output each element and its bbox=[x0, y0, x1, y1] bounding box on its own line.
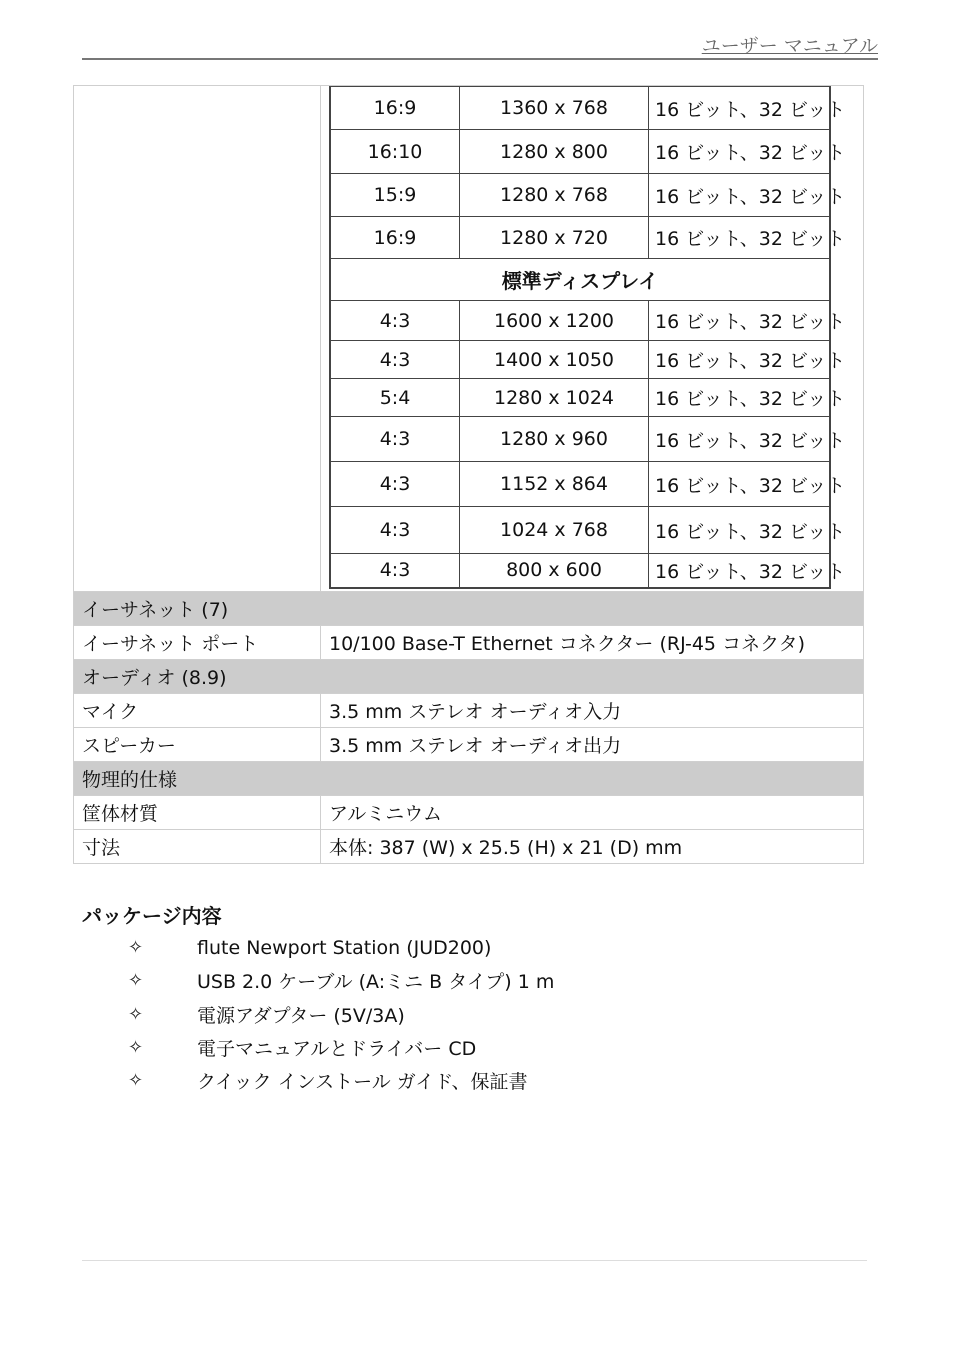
list-item-text: クイック インストール ガイド、保証書 bbox=[197, 1071, 528, 1094]
ethernet-section-heading: イーサネット (7) bbox=[74, 592, 864, 626]
ethernet-port-label: イーサネット ポート bbox=[74, 626, 321, 660]
display-modes-label-cell bbox=[74, 86, 321, 592]
bullet-icon: ✧ bbox=[128, 1037, 144, 1059]
bullet-icon: ✧ bbox=[128, 937, 144, 959]
color-depth: 16 ビット、32 ビット bbox=[649, 507, 831, 554]
list-item-text: USB 2.0 ケーブル (A:ミニ B タイプ) 1 m bbox=[197, 971, 555, 994]
resolution-row bbox=[330, 87, 830, 130]
color-depth: 16 ビット、32 ビット bbox=[649, 174, 831, 217]
resolution-row bbox=[330, 301, 830, 341]
resolution: 1280 x 800 bbox=[460, 130, 649, 174]
resolution: 1152 x 864 bbox=[460, 462, 649, 507]
ethernet-port-value: 10/100 Base-T Ethernet コネクター (RJ-45 コネクタ) bbox=[321, 626, 864, 660]
dimensions-value: 本体: 387 (W) x 25.5 (H) x 21 (D) mm bbox=[321, 830, 864, 864]
aspect-ratio: 4:3 bbox=[330, 554, 460, 588]
package-contents-title: パッケージ内容 bbox=[82, 904, 222, 928]
material-label: 筐体材質 bbox=[74, 796, 321, 830]
mic-label: マイク bbox=[74, 694, 321, 728]
resolution: 800 x 600 bbox=[460, 554, 649, 588]
resolution: 1400 x 1050 bbox=[460, 341, 649, 379]
dimensions-label: 寸法 bbox=[74, 830, 321, 864]
color-depth: 16 ビット、32 ビット bbox=[649, 379, 831, 417]
resolution-row bbox=[330, 554, 830, 588]
material-value: アルミニウム bbox=[321, 796, 864, 830]
resolution-row bbox=[330, 417, 830, 462]
resolution: 1280 x 768 bbox=[460, 174, 649, 217]
dimensions-row bbox=[74, 830, 864, 864]
color-depth: 16 ビット、32 ビット bbox=[649, 217, 831, 259]
resolution-row bbox=[330, 130, 830, 174]
ethernet-port-row bbox=[74, 626, 864, 660]
resolution-row bbox=[330, 507, 830, 554]
speaker-label: スピーカー bbox=[74, 728, 321, 762]
list-item bbox=[82, 1031, 862, 1064]
bullet-icon: ✧ bbox=[128, 1003, 144, 1025]
physical-section-heading: 物理的仕様 bbox=[74, 762, 864, 796]
speaker-row bbox=[74, 728, 864, 762]
standard-display-heading-row bbox=[330, 259, 830, 301]
aspect-ratio: 16:9 bbox=[330, 217, 460, 259]
color-depth: 16 ビット、32 ビット bbox=[649, 341, 831, 379]
resolution: 1280 x 720 bbox=[460, 217, 649, 259]
resolution: 1280 x 960 bbox=[460, 417, 649, 462]
resolution-row bbox=[330, 174, 830, 217]
resolution-row bbox=[330, 379, 830, 417]
color-depth: 16 ビット、32 ビット bbox=[649, 462, 831, 507]
resolution: 1360 x 768 bbox=[460, 87, 649, 130]
resolution-table bbox=[329, 86, 846, 589]
aspect-ratio: 4:3 bbox=[330, 507, 460, 554]
bullet-icon: ✧ bbox=[128, 970, 144, 992]
list-item bbox=[82, 931, 862, 964]
resolution: 1024 x 768 bbox=[460, 507, 649, 554]
aspect-ratio: 16:9 bbox=[330, 87, 460, 130]
aspect-ratio: 4:3 bbox=[330, 462, 460, 507]
list-item bbox=[82, 1064, 862, 1097]
display-modes-row bbox=[74, 86, 864, 592]
package-contents-list bbox=[82, 931, 862, 1097]
list-item-text: 電源アダプター (5V/3A) bbox=[197, 1004, 405, 1027]
display-modes-cell bbox=[321, 86, 864, 592]
list-item bbox=[82, 998, 862, 1031]
list-item-text: flute Newport Station (JUD200) bbox=[197, 936, 492, 959]
color-depth: 16 ビット、32 ビット bbox=[649, 554, 831, 588]
aspect-ratio: 4:3 bbox=[330, 417, 460, 462]
physical-section-row bbox=[74, 762, 864, 796]
mic-row bbox=[74, 694, 864, 728]
color-depth: 16 ビット、32 ビット bbox=[649, 130, 831, 174]
footer-divider bbox=[82, 1260, 867, 1261]
resolution: 1280 x 1024 bbox=[460, 379, 649, 417]
color-depth: 16 ビット、32 ビット bbox=[649, 87, 831, 130]
resolution-row bbox=[330, 341, 830, 379]
resolution-row bbox=[330, 217, 830, 259]
color-depth: 16 ビット、32 ビット bbox=[649, 301, 831, 341]
aspect-ratio: 4:3 bbox=[330, 301, 460, 341]
color-depth: 16 ビット、32 ビット bbox=[649, 417, 831, 462]
speaker-value: 3.5 mm ステレオ オーディオ出力 bbox=[321, 728, 864, 762]
ethernet-section-row bbox=[74, 592, 864, 626]
page-header: ユーザー マニュアル bbox=[82, 34, 878, 60]
bullet-icon: ✧ bbox=[128, 1070, 144, 1092]
spec-table bbox=[73, 85, 864, 864]
resolution: 1600 x 1200 bbox=[460, 301, 649, 341]
resolution-row bbox=[330, 462, 830, 507]
standard-display-heading: 標準ディスプレイ bbox=[330, 259, 830, 301]
list-item-text: 電子マニュアルとドライバー CD bbox=[197, 1038, 477, 1061]
aspect-ratio: 5:4 bbox=[330, 379, 460, 417]
list-item bbox=[82, 964, 862, 997]
aspect-ratio: 15:9 bbox=[330, 174, 460, 217]
aspect-ratio: 4:3 bbox=[330, 341, 460, 379]
mic-value: 3.5 mm ステレオ オーディオ入力 bbox=[321, 694, 864, 728]
audio-section-heading: オーディオ (8.9) bbox=[74, 660, 864, 694]
material-row bbox=[74, 796, 864, 830]
aspect-ratio: 16:10 bbox=[330, 130, 460, 174]
audio-section-row bbox=[74, 660, 864, 694]
